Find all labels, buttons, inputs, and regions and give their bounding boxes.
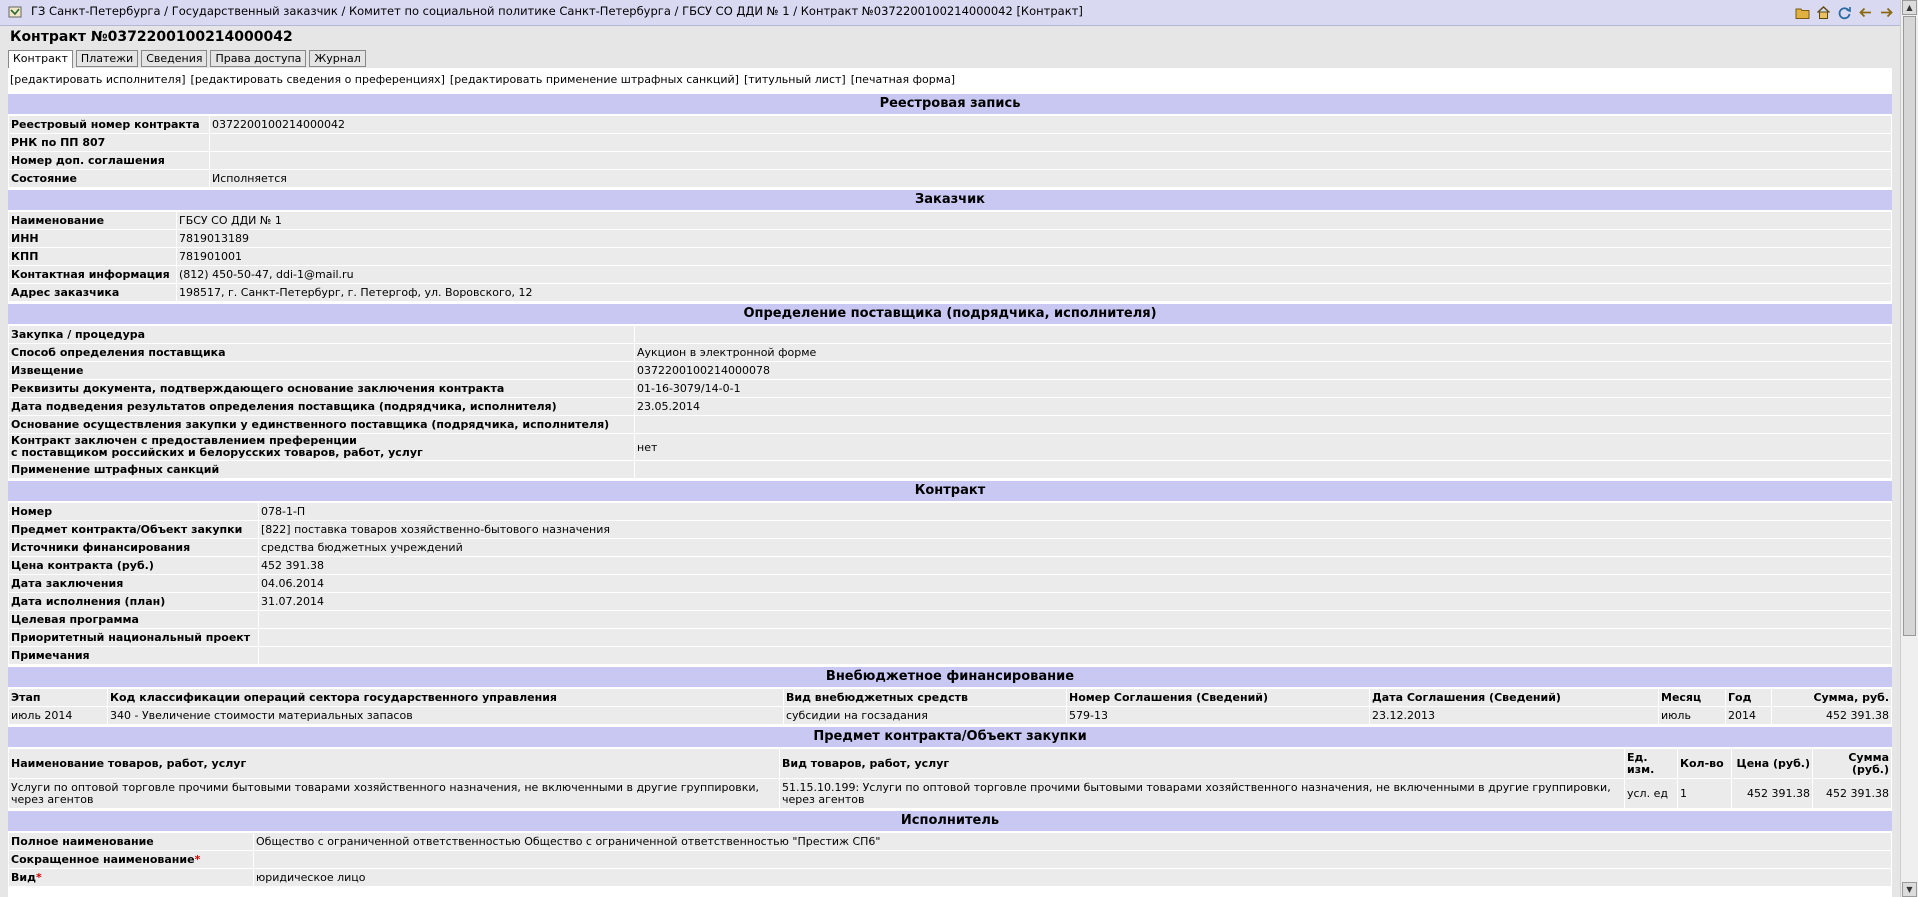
field-label-text: Вид — [11, 871, 36, 884]
table-cell: субсидии на госзадания — [784, 707, 1067, 725]
edit-preferences-link[interactable]: [редактировать сведения о преференциях] — [190, 73, 445, 86]
field-label: Реестровый номер контракта — [9, 116, 210, 134]
table-row — [9, 434, 1892, 461]
subject-table — [8, 748, 1892, 809]
field-value: 23.05.2014 — [635, 398, 1892, 416]
column-header: Вид товаров, работ, услуг — [780, 749, 1625, 779]
table-row — [9, 611, 1892, 629]
field-value: Общество с ограниченной ответственностью Общество с ограниченной ответственностью "Престиж СП6" — [254, 833, 1892, 851]
breadcrumb[interactable]: ГЗ Санкт-Петербурга / Государственный заказчик / Комитет по социальной политике Санкт-Петербурга / ГБСУ СО ДДИ № 1 / Контракт №0372200100214000042 [Контракт] — [31, 4, 1083, 18]
edit-penalties-link[interactable]: [редактировать применение штрафных санкций] — [449, 73, 739, 86]
field-label: Извещение — [9, 362, 635, 380]
column-header: Этап — [9, 689, 108, 707]
tab-contract[interactable]: Контракт — [8, 50, 73, 69]
field-value: 0372200100214000078 — [635, 362, 1892, 380]
table-row — [9, 647, 1892, 665]
field-label: Контракт заключен с предоставлением преференции с поставщиком российских и белорусских товаров, работ, услуг — [9, 434, 635, 461]
field-label: РНК по ПП 807 — [9, 134, 210, 152]
field-label: Дата заключения — [9, 575, 259, 593]
field-label: Применение штрафных санкций — [9, 461, 635, 479]
table-row — [9, 629, 1892, 647]
section-executor-title: Исполнитель — [8, 809, 1892, 832]
column-header: Год — [1726, 689, 1772, 707]
scroll-up-icon[interactable]: ▲ — [1902, 0, 1917, 15]
table-row — [9, 116, 1892, 134]
table-row — [9, 707, 1892, 725]
field-value: 04.06.2014 — [259, 575, 1892, 593]
table-row — [9, 851, 1892, 869]
table-cell: июль — [1659, 707, 1726, 725]
table-header-row — [9, 689, 1892, 707]
table-cell: усл. ед — [1625, 779, 1678, 809]
table-cell: 579-13 — [1067, 707, 1370, 725]
table-row — [9, 779, 1892, 809]
field-value: ГБСУ СО ДДИ № 1 — [177, 212, 1892, 230]
table-row — [9, 230, 1892, 248]
field-label: Примечания — [9, 647, 259, 665]
field-value: 01-16-3079/14-0-1 — [635, 380, 1892, 398]
field-value: 31.07.2014 — [259, 593, 1892, 611]
tab-journal[interactable]: Журнал — [309, 50, 365, 67]
title-page-link[interactable]: [титульный лист] — [743, 73, 846, 86]
field-value — [259, 647, 1892, 665]
field-value: 7819013189 — [177, 230, 1892, 248]
table-row — [9, 284, 1892, 302]
field-value: 0372200100214000042 — [210, 116, 1892, 134]
field-label: Дата подведения результатов определения поставщика (подрядчика, исполнителя) — [9, 398, 635, 416]
table-row — [9, 593, 1892, 611]
column-header: Номер Соглашения (Сведений) — [1067, 689, 1370, 707]
column-header: Месяц — [1659, 689, 1726, 707]
column-header: Сумма, руб. — [1772, 689, 1892, 707]
field-value: (812) 450-50-47, ddi-1@mail.ru — [177, 266, 1892, 284]
field-value: юридическое лицо — [254, 869, 1892, 887]
field-value — [254, 851, 1892, 869]
section-extrabudget-title: Внебюджетное финансирование — [8, 665, 1892, 688]
field-value — [210, 152, 1892, 170]
table-row — [9, 212, 1892, 230]
field-value — [635, 461, 1892, 479]
column-header: Цена (руб.) — [1732, 749, 1813, 779]
table-cell: 340 - Увеличение стоимости материальных запасов — [108, 707, 784, 725]
table-row — [9, 557, 1892, 575]
required-marker: * — [194, 853, 201, 866]
page-title: Контракт №0372200100214000042 — [10, 29, 293, 45]
back-arrow-icon[interactable] — [1858, 5, 1873, 20]
field-value — [635, 416, 1892, 434]
field-label: Номер — [9, 503, 259, 521]
contract-table — [8, 502, 1892, 665]
field-value: средства бюджетных учреждений — [259, 539, 1892, 557]
field-label: Предмет контракта/Объект закупки — [9, 521, 259, 539]
field-value: 781901001 — [177, 248, 1892, 266]
table-row — [9, 380, 1892, 398]
field-label: Приоритетный национальный проект — [9, 629, 259, 647]
table-row — [9, 398, 1892, 416]
section-subject-title: Предмет контракта/Объект закупки — [8, 725, 1892, 748]
field-label: Основание осуществления закупки у единственного поставщика (подрядчика, исполнителя) — [9, 416, 635, 434]
table-cell: 2014 — [1726, 707, 1772, 725]
field-label: Контактная информация — [9, 266, 177, 284]
field-label: КПП — [9, 248, 177, 266]
table-row — [9, 344, 1892, 362]
table-row — [9, 152, 1892, 170]
field-label: Закупка / процедура — [9, 326, 635, 344]
table-cell: 23.12.2013 — [1370, 707, 1659, 725]
table-cell: 51.15.10.199: Услуги по оптовой торговле прочими бытовыми товарами хозяйственного назначения, не включенными в другие группировки, через агентов — [780, 779, 1625, 809]
table-cell: 1 — [1678, 779, 1732, 809]
app-icon — [8, 5, 22, 19]
contract-panel — [8, 68, 1892, 897]
table-cell: 452 391.38 — [1813, 779, 1892, 809]
table-header-row — [9, 749, 1892, 779]
table-cell: 452 391.38 — [1772, 707, 1892, 725]
field-label-text: Сокращенное наименование — [11, 853, 195, 866]
scrollbar-thumb[interactable] — [1903, 16, 1916, 636]
edit-executor-link[interactable]: [редактировать исполнителя] — [10, 73, 186, 86]
field-label-text: Полное наименование — [11, 835, 154, 848]
refresh-icon[interactable] — [1837, 5, 1852, 20]
field-label: Целевая программа — [9, 611, 259, 629]
column-header: Ед. изм. — [1625, 749, 1678, 779]
table-row — [9, 248, 1892, 266]
table-row — [9, 503, 1892, 521]
table-cell: Услуги по оптовой торговле прочими бытовыми товарами хозяйственного назначения, не включенными в другие группировки, через агентов — [9, 779, 780, 809]
column-header: Наименование товаров, работ, услуг — [9, 749, 780, 779]
table-row — [9, 170, 1892, 188]
tab-payments[interactable]: Платежи — [76, 50, 138, 67]
section-customer-title: Заказчик — [8, 188, 1892, 211]
field-value: 078-1-П — [259, 503, 1892, 521]
field-label — [9, 869, 254, 887]
table-row — [9, 539, 1892, 557]
field-value: 452 391.38 — [259, 557, 1892, 575]
column-header: Кол-во — [1678, 749, 1732, 779]
table-row — [9, 521, 1892, 539]
field-value: Исполняется — [210, 170, 1892, 188]
table-row — [9, 869, 1892, 887]
table-row — [9, 575, 1892, 593]
column-header: Сумма (руб.) — [1813, 749, 1892, 779]
action-links — [8, 68, 1892, 92]
table-row — [9, 266, 1892, 284]
table-cell: июль 2014 — [9, 707, 108, 725]
supplier-selection-table — [8, 325, 1892, 479]
home-icon[interactable] — [1816, 5, 1831, 20]
field-label: Номер доп. соглашения — [9, 152, 210, 170]
field-label — [9, 833, 254, 851]
executor-table — [8, 832, 1892, 887]
field-value: Аукцион в электронной форме — [635, 344, 1892, 362]
field-label: Состояние — [9, 170, 210, 188]
field-value: [822] поставка товаров хозяйственно-бытового назначения — [259, 521, 1892, 539]
tab-details[interactable]: Сведения — [141, 50, 207, 67]
table-row — [9, 461, 1892, 479]
tab-access-rights[interactable]: Права доступа — [210, 50, 306, 67]
extrabudget-table — [8, 688, 1892, 725]
field-value: 198517, г. Санкт-Петербург, г. Петергоф, ул. Воровского, 12 — [177, 284, 1892, 302]
field-label: Источники финансирования — [9, 539, 259, 557]
field-label: Адрес заказчика — [9, 284, 177, 302]
field-value — [635, 326, 1892, 344]
customer-table — [8, 211, 1892, 302]
required-marker: * — [35, 871, 42, 884]
print-form-link[interactable]: [печатная форма] — [850, 73, 956, 86]
column-header: Дата Соглашения (Сведений) — [1370, 689, 1659, 707]
forward-arrow-icon[interactable] — [1879, 5, 1894, 20]
section-supplier-selection-title: Определение поставщика (подрядчика, исполнителя) — [8, 302, 1892, 325]
field-value — [210, 134, 1892, 152]
field-label: ИНН — [9, 230, 177, 248]
section-registry-title: Реестровая запись — [8, 92, 1892, 115]
tab-bar — [8, 50, 366, 68]
field-value — [259, 629, 1892, 647]
title-bar — [0, 0, 1900, 26]
column-header: Код классификации операций сектора государственного управления — [108, 689, 784, 707]
table-row — [9, 416, 1892, 434]
column-header: Вид внебюджетных средств — [784, 689, 1067, 707]
table-row — [9, 833, 1892, 851]
table-row — [9, 134, 1892, 152]
field-label: Дата исполнения (план) — [9, 593, 259, 611]
field-label: Способ определения поставщика — [9, 344, 635, 362]
vertical-scrollbar[interactable] — [1900, 0, 1918, 897]
section-contract-title: Контракт — [8, 479, 1892, 502]
field-label: Цена контракта (руб.) — [9, 557, 259, 575]
table-row — [9, 326, 1892, 344]
table-row — [9, 362, 1892, 380]
field-value: нет — [635, 434, 1892, 461]
field-label — [9, 851, 254, 869]
folder-icon[interactable] — [1795, 5, 1810, 20]
scroll-down-icon[interactable]: ▼ — [1902, 882, 1917, 897]
field-label: Наименование — [9, 212, 177, 230]
table-cell: 452 391.38 — [1732, 779, 1813, 809]
registry-table — [8, 115, 1892, 188]
field-value — [259, 611, 1892, 629]
field-label: Реквизиты документа, подтверждающего основание заключения контракта — [9, 380, 635, 398]
